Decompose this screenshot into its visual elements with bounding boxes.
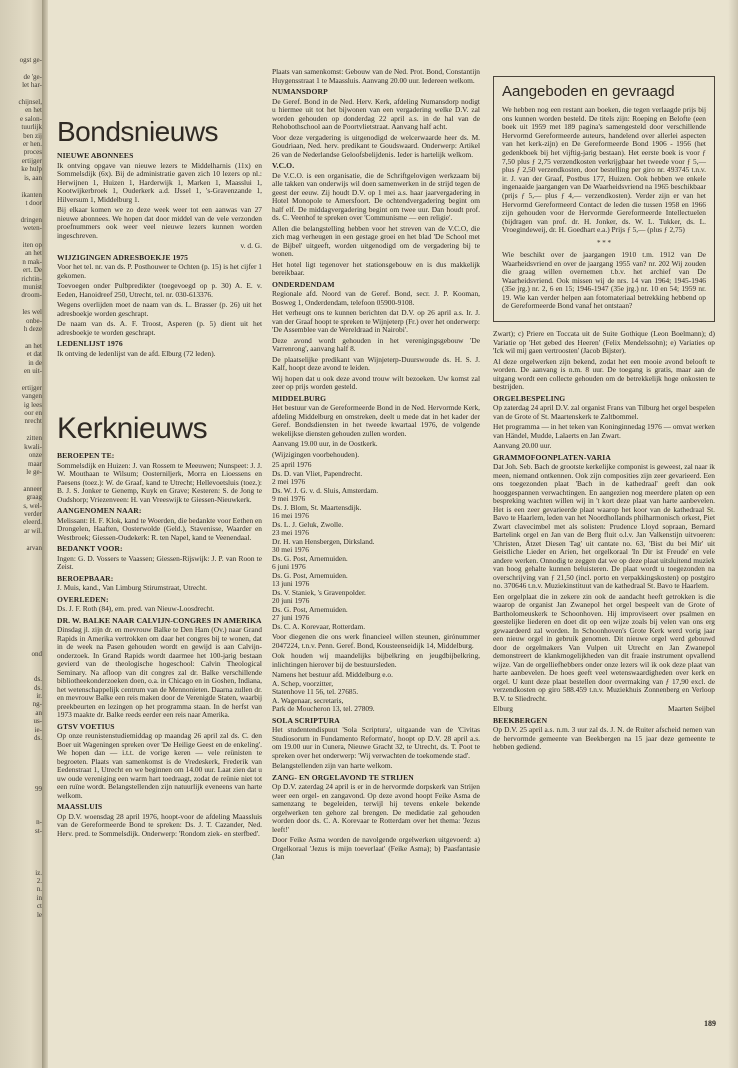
paragraph: Ingen: G. D. Vossers te Vaassen; Giessen-Rijswijk: J. P. van Roon te Zeist. <box>57 553 262 571</box>
paragraph: Ds. J. F. Roth (84), em. pred. van Nieuw-Loosdrecht. <box>57 604 215 613</box>
heading-bedankt: BEDANKT VOOR: <box>57 544 123 553</box>
paragraph: Zwart); c) Priere en Toccata uit de Suite Gothique (Leon Boelmann); d) Variatie op 'Het gebed des Heeren' (Felix Mendelssohn); e) Variaties op 'Ick wil mij gaen vertroosten' (Jacob Bijster). <box>493 330 715 355</box>
facing-page-edge <box>0 0 44 1068</box>
heading-vco: V.C.O. <box>272 161 295 170</box>
heading-beroepen: BEROEPEN TE: <box>57 451 115 460</box>
paragraph: Melissant: H. F. Klok, kand te Woerden, die bedankte voor Eethen en Drongelen, Haaften, Oosterwolde (Geld.), Stavenisse, Waarder en Westbroek; Giessen-Oudekerk: R. ten Napel, kand te Veenendaal. <box>57 515 262 542</box>
paragraph: Deze avond wordt gehouden in het verenigingsgebouw 'De Varrenrong', aanvang half 8. <box>272 335 480 353</box>
paragraph: De naam van ds. A. F. Troost, Asperen (p. 5) dient uit het adresboekje te worden geschrapt. <box>57 319 262 337</box>
paragraph: Ik ontving opgave van nieuwe lezers te Middelharnis (11x) en Sommelsdijk (6x). Bij de administratie gaven zich 10 lezers op nl.: Herwijnen 1, Huizen 1, Harderwijk 1, Marken 1, Maasslui 1, Kootwijkerbroek 1, Ouderkerk a.d. IJssel 1, 's-Gravenzande 1, Hilversum 1, Middelburg 1. <box>57 160 262 204</box>
paragraph: Belangstellenden zijn van harte welkom. <box>272 761 393 770</box>
paragraph: Op D.V. woensdag 28 april 1976, hoopt-voor de afdeling Maassluis van de Gereformeerde Bond te spreken: Ds. J. T. Cazander, Ned. Herv. pred. te Sommelsdijk. Onderwerp: 'Rondom ziek- en sterfbed'. <box>57 811 262 838</box>
board-signature: Namens het bestuur afd. Middelburg e.o. A. Schep, voorzitter, Statenhove 11 56, tel. 27685. A. Wagenaar, secretaris, Park de Moucheron 13, tel. 27809. <box>272 670 393 713</box>
paragraph: Voor diegenen die ons werk financieel willen steunen, girónummer 2047224, t.n.v. Penn. Geref. Bond, Kousteenseidijk 14, Middelburg. <box>272 632 480 650</box>
paragraph: Ik ontving de ledenlijst van de afd. Elburg (72 leden). <box>57 348 216 358</box>
separator-stars: * * * <box>597 238 611 247</box>
column-left <box>57 116 262 1064</box>
heading-numansdorp: NUMANSDORP <box>272 87 328 96</box>
paragraph: Allen die belangstelling hebben voor het streven van de V.C.O, die zich mag verheugen in een gestage groei en het blad 'De School met de Bijbel' uitgeeft, worden uitgenodigd om de vergadering bij te wonen. <box>272 223 480 258</box>
paragraph: Toevoegen onder Pulbpredikter (toegevoegd op p. 30) A. E. v. Eeden, Hanoidreef 250, Utrecht, tel. nr. 030-613376. <box>57 281 262 299</box>
heading-beroepbaar: BEROEPBAAR: <box>57 573 114 583</box>
service-schedule: 25 april 1976 Ds. D. van Vliet, Papendrecht. 2 mei 1976 Ds. W. J. G. v. d. Sluis, Amsterdam. 9 mei 1976 Ds. J. Blom, St. Maartensdijk. 16 mei 1976 Ds. L. J. Geluk, Zwolle. 23 mei 1976 Dr. H. van Hensbergen, Dirksland. 30 mei 1976 Ds. G. Post, Arnemuiden. 6 juni 1976 Ds. G. Post, Arnemuiden. 13 juni 1976 Ds. V. Staniek, 's Gravenpolder. 20 juni 1976 Ds. G. Post, Arnemuiden. 27 juni 1976 Ds. C. A. Korevaar, Rotterdam. <box>272 460 379 631</box>
heading-aangenomen: AANGENOMEN NAAR: <box>57 506 142 515</box>
paragraph: Voor deze vergadering is uitgenodigd de welcerwaarde heer ds. M. Goudriaan, Ned. herv. predikant te Goudswaard. Onderwerp: Artikel 26 van de Nederlandse Geloofsbelijdenis. Ieder is hartelijk welkom. <box>272 132 480 159</box>
aangeboden-box <box>493 76 715 322</box>
signature: v. d. G. <box>240 241 262 250</box>
heading-orgelavond-strijen: ZANG- EN ORGELAVOND TE STRIJEN <box>272 772 414 782</box>
paragraph: Plaats van samenkomst: Gebouw van de Ned. Prot. Bond, Constantijn Huygensstraat 1 te Maassluis. Aanvang 20.00 uur. Iedereen welkom. <box>272 68 480 85</box>
paragraph: Het hotel ligt tegenover het stationsgebouw en is dus makkelijk bereikbaar. <box>272 259 480 277</box>
heading-balke: DR. W. BALKE NAAR CALVIJN-CONGRES IN AMERIKA <box>57 615 262 625</box>
author: Maarten Seijbel <box>668 704 715 713</box>
paragraph: Voor het tel. nr. van ds. P. Posthouwer te Ochten (p. 15) is het cijfer 1 gekomen. <box>57 262 262 280</box>
box-paragraph: Wie beschikt over de jaargangen 1910 t.m. 1912 van De Waarheidsvriend en over de jaargang 1955 van? nr. 202 Wij zouden die graag willen overnemen t.b.v. het archief van De Waarheidsvriend. Ook missen wij de nrs. 14 van 1964; 1945-1946 (35e jrg.) nr. 2, 6 en 15; 1946-1947 (35e jrg.) nr. 10 en 54; 1959 nr. 19. Wie kan verder helpen aan fotomateriaal betrekking hebbend op de Gereformeerde Bond vanaf het ontstaan? <box>502 249 706 311</box>
paragraph: Al deze orgelwerken zijn bekend, zodat het een mooie avond belooft te worden. De aanvang is n.m. 8 uur. De toegang is gratis, maar aan de uitgang wordt een collecte gehouden om de betrekkelijk hoge onkosten te bestrijden. <box>493 356 715 391</box>
paragraph: Op D.V. 25 april a.s. n.m. 3 uur zal ds. J. N. de Ruiter afscheid nemen van de hervormde gemeente van Beekbergen na 15 jaar deze gemeente te hebben gediend. <box>493 725 715 751</box>
paragraph: Op zaterdag 24 april D.V. zal organist Frans van Tilburg het orgel bespelen van de Grote of St. Maartenskerk te Zaltbommel. <box>493 403 715 421</box>
heading-ledenlijst: LEDENLIJST 1976 <box>57 339 123 348</box>
column-middle <box>272 68 480 1064</box>
paragraph: De Geref. Bond in de Ned. Herv. Kerk, afdeling Numansdorp nodigt u hiermee uit tot het bijwonen van een vergadering welke D.V. zal worden gehouden op donderdag 22 april a.s. in de hal van de Rehobothschool aan de Poortvlietstraat. Aanvang half acht. <box>272 96 480 131</box>
paragraph: Dinsdag jl. zijn dr. en mevrouw Balke te Den Ham (Ov.) naar Grand Rapids in Amerika vertrokken om daar het congres bij te wonen, dat in de week na Pasen gehouden wordt en gewijd is aan Calvijn-onderzoek. In Grand Rapids wordt daarmee het 100-jarig bestaan gevierd van de theologische hogeschool: Calvin Theological Seminary. Na afloop van dit congres zal dr. Balke verschillende bibliotheekonderzoeken doen, o.a. in Chicago en in Goshen, Indiana, het wetenschappelijk centrum van de Mennonieten. Daarna zullen dr. en mevrouw Balke een reis maken door de Verenigde Staten, waarbij preekbeurten en lezingen op het programma staan. In de herfst van 1973 maakte dr. Balke reeds eerder een reis naar Amerika. <box>57 625 262 719</box>
paragraph: Dat Joh. Seb. Bach de grootste kerkelijke componist is geweest, zal naar ik meen, niemand ontkennen. Ook zijn composities zijn zeer gevarieerd. Een ons toegezonden plaat 'Bach in de kathedraal' geeft dan ook hooggespannen verwachtingen. En aangezien nog meerdere platen op een bespreking wachten willen wij in 't kort deze plaat van harte aanbevelen. Het is een zeer gevarieerde plaat waarop het koor van de kathedraal St. Bavo te Haarlem, leden van het Noordhollands philharmonisch orkest, Piet Zwart clavecimbel met als solisten: Prudence Lloyd sopraan, Bernard Bartelink orgel en Jan van de Berg fluit o.l.v. Jan Valkenstijn uitvoeren: 'Christen, Ätzet Diesen Tag' uit cantate no. 63, 'Bist du bei Mir' uit Geistliche Lieder en Arien, het orgelkoraal 'In Dir ist Freude' en vele andere werken. Onnodig te zeggen dat we op deze plaat uitsluitend muziek van hoog gehalte kunnen beluisteren. De plaat wordt u toegezonden na overschrijving van ƒ 21,50 (incl. porto en verpakkingskosten) op postgiro no. 370646 t.n.v. Muziekinstituut van de kathedraal St. Bavo te Haarlem. <box>493 462 715 590</box>
paragraph: Regionale afd. Noord van de Geref. Bond, secr. J. P. Kooman, Bosweg 1, Onderdendam, telefoon 05900-9108. <box>272 289 480 307</box>
page-number: 189 <box>704 1019 716 1028</box>
paragraph: Het bestuur van de Gereformeerde Bond in de Ned. Hervormde Kerk, afdeling Middelburg en omstreken, deelt u mede dat in het kader der Geref. Bondsdiensten in het tweede kwartaal 1976, de volgende wekelijkse diensten gehouden zullen worden. <box>272 403 480 438</box>
column-right <box>493 330 715 1020</box>
bondsnieuws-title: Bondsnieuws <box>57 116 219 147</box>
heading-beekbergen: BEEKBERGEN <box>493 715 548 725</box>
kerknieuws-title: Kerknieuws <box>57 412 208 445</box>
paragraph: Wegens overlijden moet de naam van ds. L. Brasser (p. 26) uit het adresboekje worden geschrapt. <box>57 300 262 318</box>
heading-overleden: OVERLEDEN: <box>57 594 109 604</box>
heading-onderdendam: ONDERDENDAM <box>272 279 335 289</box>
paragraph: Op D.V. zaterdag 24 april is er in de hervormde dorpskerk van Strijen weer een orgel- en zangavond. Op deze avond hoopt Feike Asma de samenzang te begeleiden, terwijl hij tevens enkele bekende orgelwerken ten gehore zal brengen. De medidatie zal gehouden worden door ds. C. A. Korevaar te Rotterdam over het thema: 'Jezus leeft!' <box>272 782 480 834</box>
paragraph: Wij hopen dat u ook deze avond trouw wilt bezoeken. Uw komst zal zeer op prijs worden gesteld. <box>272 373 480 391</box>
facing-page-text-bottom: ond ds. ds. ir. ng- an us- ie- ds. 99 n- st- iz. 2. n. in ct le <box>31 650 42 919</box>
heading-wijzigingen: WIJZIGINGEN ADRESBOEKJE 1975 <box>57 252 189 262</box>
signature-line <box>493 705 715 714</box>
heading-orgelbespeling: ORGELBESPELING <box>493 393 566 403</box>
paragraph: Aanvang 20.00 uur. <box>493 441 552 450</box>
paragraph: Op onze reunistenstudiemiddag op maandag 26 april zal ds. C. den Boer uit Wageningen spreken over 'De Heilige Geest en de enkeling'. We hopen dan — i.t.t. de vorige keren — vele reünisten te begroeten. Plaats van samenkomst is de Vredeskerk, Frederik van Eedenstraat 1, Utrecht en we beginnen om 14.00 uur. Laat zien dat u uw oude vereniging een warm hart toedraagt, zodat de reünie niet tot een ruïne wordt. Belangstellenden zijn natuurlijk eveneens van harte welkom. <box>57 731 262 800</box>
heading-maassluis: MAASSLUIS <box>57 802 103 811</box>
box-paragraph: We hebben nog een restant aan boeken, die tegen verlaagde prijs bij ons kunnen worden besteld. De titels zijn: Roeping en Belofte (een boek uit 1959 met 189 pagina's samengesteld door verschillende Hervormd Gereformeerde auteurs, handelend over allerlei aspecten van het kerk-zijn) en De Gereformeerde Bond 1906 - 1956 (het gedenkboek bij het vijftig-jarig bestaan). Het eerste boek is voor ƒ 7,50 plus ƒ 2,75 verzendkosten verkrijgbaar het tweede voor ƒ 5,— plus ƒ 2,50 verzendkosten, door bestelling per giro nr. 493745 t.n.v. ir. J. van der Graaf, Postbus 177, Huizen. Ook hebben we enkele ingenaaide jaargangen van De Waarheidsvriend na 1965 beschikbaar (prijs ƒ 5,— plus ƒ 4,— verzendkosten). Verder zijn er van het Hervormd Gereformeerd Contact de leden die tussen 1958 en 1966 zijn gehouden voor de Hervormde Gereformeerde Intellectuelen (bijdragen van prof. dr. H. Jonker, ds. W. L. Tukker, ds. L. Vroegindeweij, dr. H. Goedhart e.a.) Prijs ƒ 5,— (plus ƒ 2,75) <box>502 105 706 235</box>
paragraph: Door Feike Asma worden de navolgende orgelwerken uitgevoerd: a) Orgelkoraal 'Jezus is mijn toeverlaat' (Feike Asma); b) Paasfantasie (Jan <box>272 835 480 861</box>
place: Elburg <box>493 704 513 713</box>
paragraph: Aanvang 19.00 uur, in de Oostkerk. <box>272 439 378 448</box>
paragraph: (Wijzigingen voorbehouden). <box>272 449 360 459</box>
facing-page-text-top: ogst ge- de 'ge- let har- chijnsel, en het e salon- tuurlijk ben zij er hen. proces ertijger ke hulp is, aan ikanten t door dringen weten- iten op an het n mak- ert. De richtin- munist droom- les wel onbe- h deze an het et dat in de en uit- ertijger vangen ig lees oor en nrecht zitten kwali- onze maar le ge- anneer graag s, wel- verder eleerd. ar wil. arvan <box>18 56 42 552</box>
paragraph: J. Muis, kand., Van Limburg Stirumstraat, Utrecht. <box>57 583 207 592</box>
paragraph: Sommelsdijk en Huizen: J. van Rossem te Meeuwen; Nunspeet: J. J. W. Mouthaan te Wilsum; Oosterniljerk, Morra en Lioessens en Paesens (toez.): W. de Graaf, kand te Utrecht; Hellevoetsluis (toez.): B. J. S. Jonker te Genemp, Kuyk en Grave; Kesteren: S. de Jong te Oudshorp; Vriezenveen: H. van Vreeswijk te Giessen-Nieuwkerk. <box>57 460 262 504</box>
heading-sola-scriptura: SOLA SCRIPTURA <box>272 715 340 725</box>
paragraph: Bij elkaar komen we zo deze week weer tot een aanwas van 27 nieuwe abonnees. We hopen dat door middel van de vele verzonden proefnummers ook weer veel nieuwe lezers kunnen worden ingeschreven. <box>57 205 262 240</box>
paragraph: Ook houden wij maandelijks bijbelkring en jeugdbijbelkring, inlichtingen hierover bij de bestuursleden. <box>272 651 480 669</box>
page-edge-shadow <box>728 0 738 1068</box>
heading-grammofoonplaten: GRAMMOFOONPLATEN-VARIA <box>493 452 611 462</box>
heading-nieuwe-abonnees: NIEUWE ABONNEES <box>57 151 134 160</box>
paragraph: De plaatselijke predikant van Wijnjeterp-Duurswoude ds. H. S. J. Kalf, hoopt deze avond te leiden. <box>272 354 480 372</box>
heading-gtsv: GTSV VOETIUS <box>57 721 115 731</box>
book-spine <box>42 0 48 1068</box>
heading-middelburg: MIDDELBURG <box>272 393 327 403</box>
paragraph: Een orgelplaat die in zekere zin ook de aandacht heeft getrokken is die waarop de organist Jan Zwanepol het orgel bespeelt van de Grote of Bartholomeuskerk te Schoonhoven. Hij improviseert over psalmen en geestelijke liederen en doet dit op een wijze zoals bij velen van ons erg gewaardeerd zal worden. In Schoonhoven's Grote Kerk werd vorig jaar een nieuw orgel in gebruik genomen. Dit nieuwe orgel werd gebouwd door de orgelmakers Van Vulpen uit Utrecht en Jan Zwanepol demonstreert de klankmogelijkheden van dit fraaie instrument opvallend wijze. Van de orgelliefhebbers onder onze lezers wil ik ook deze plaat van harte aanbevelen. De hoes geeft veel wetenswaardigheden over kerk en orgel. U kunt deze plaat bestellen door overmaking van ƒ 17,90 excl. de verzendkosten op giro 588.459 t.n.v. Muziekhuis Zonnenberg en Verloop B.V. te Sliedrecht. <box>493 591 715 703</box>
paragraph: Het programma — in het teken van Koninginnedag 1976 — omvat werken van Händel, Mudde, Lalaerts en Jan Zwart. <box>493 422 715 440</box>
paragraph: Het verheugt ons te kunnen berichten dat D.V. op 26 april a.s. Ir. J. van der Graaf hoopt te spreken te Wijnjeterp (Fr.) over het onderwerp: 'De Assemblee van de Wereldraad in Nairobi'. <box>272 308 480 334</box>
paragraph: De V.C.O. is een organisatie, die de Schriftgelovigen werkzaam bij alle takken van onderwijs wil doen samenwerken in de strijd tegen de geest der eeuw. Zij houdt D.V. op 1 mei a.s. haar jaarvergadering in Hotel Monopole te Amersfoort. De ochtendvergadering begint om half elf. De middagvergadering begint om twee uur. Dan houdt prof. ds. C. Veenhof te spreken over 'Communisme — een religie'. <box>272 170 480 222</box>
box-title: Aangeboden en gevraagd <box>502 83 675 100</box>
paragraph: Het studentendispuut 'Sola Scriptura', uitgaande van de 'Civitas Studiosorum in Fundamento Reformato', hoopt op D.V. 28 april a.s. om 19.00 uur in Cunera, Nieuwe Gracht 32, te Utrecht, ds. T. Poot te spreken over het onderwerp: 'Wij verwachten de toekomende stad'. <box>272 725 480 760</box>
